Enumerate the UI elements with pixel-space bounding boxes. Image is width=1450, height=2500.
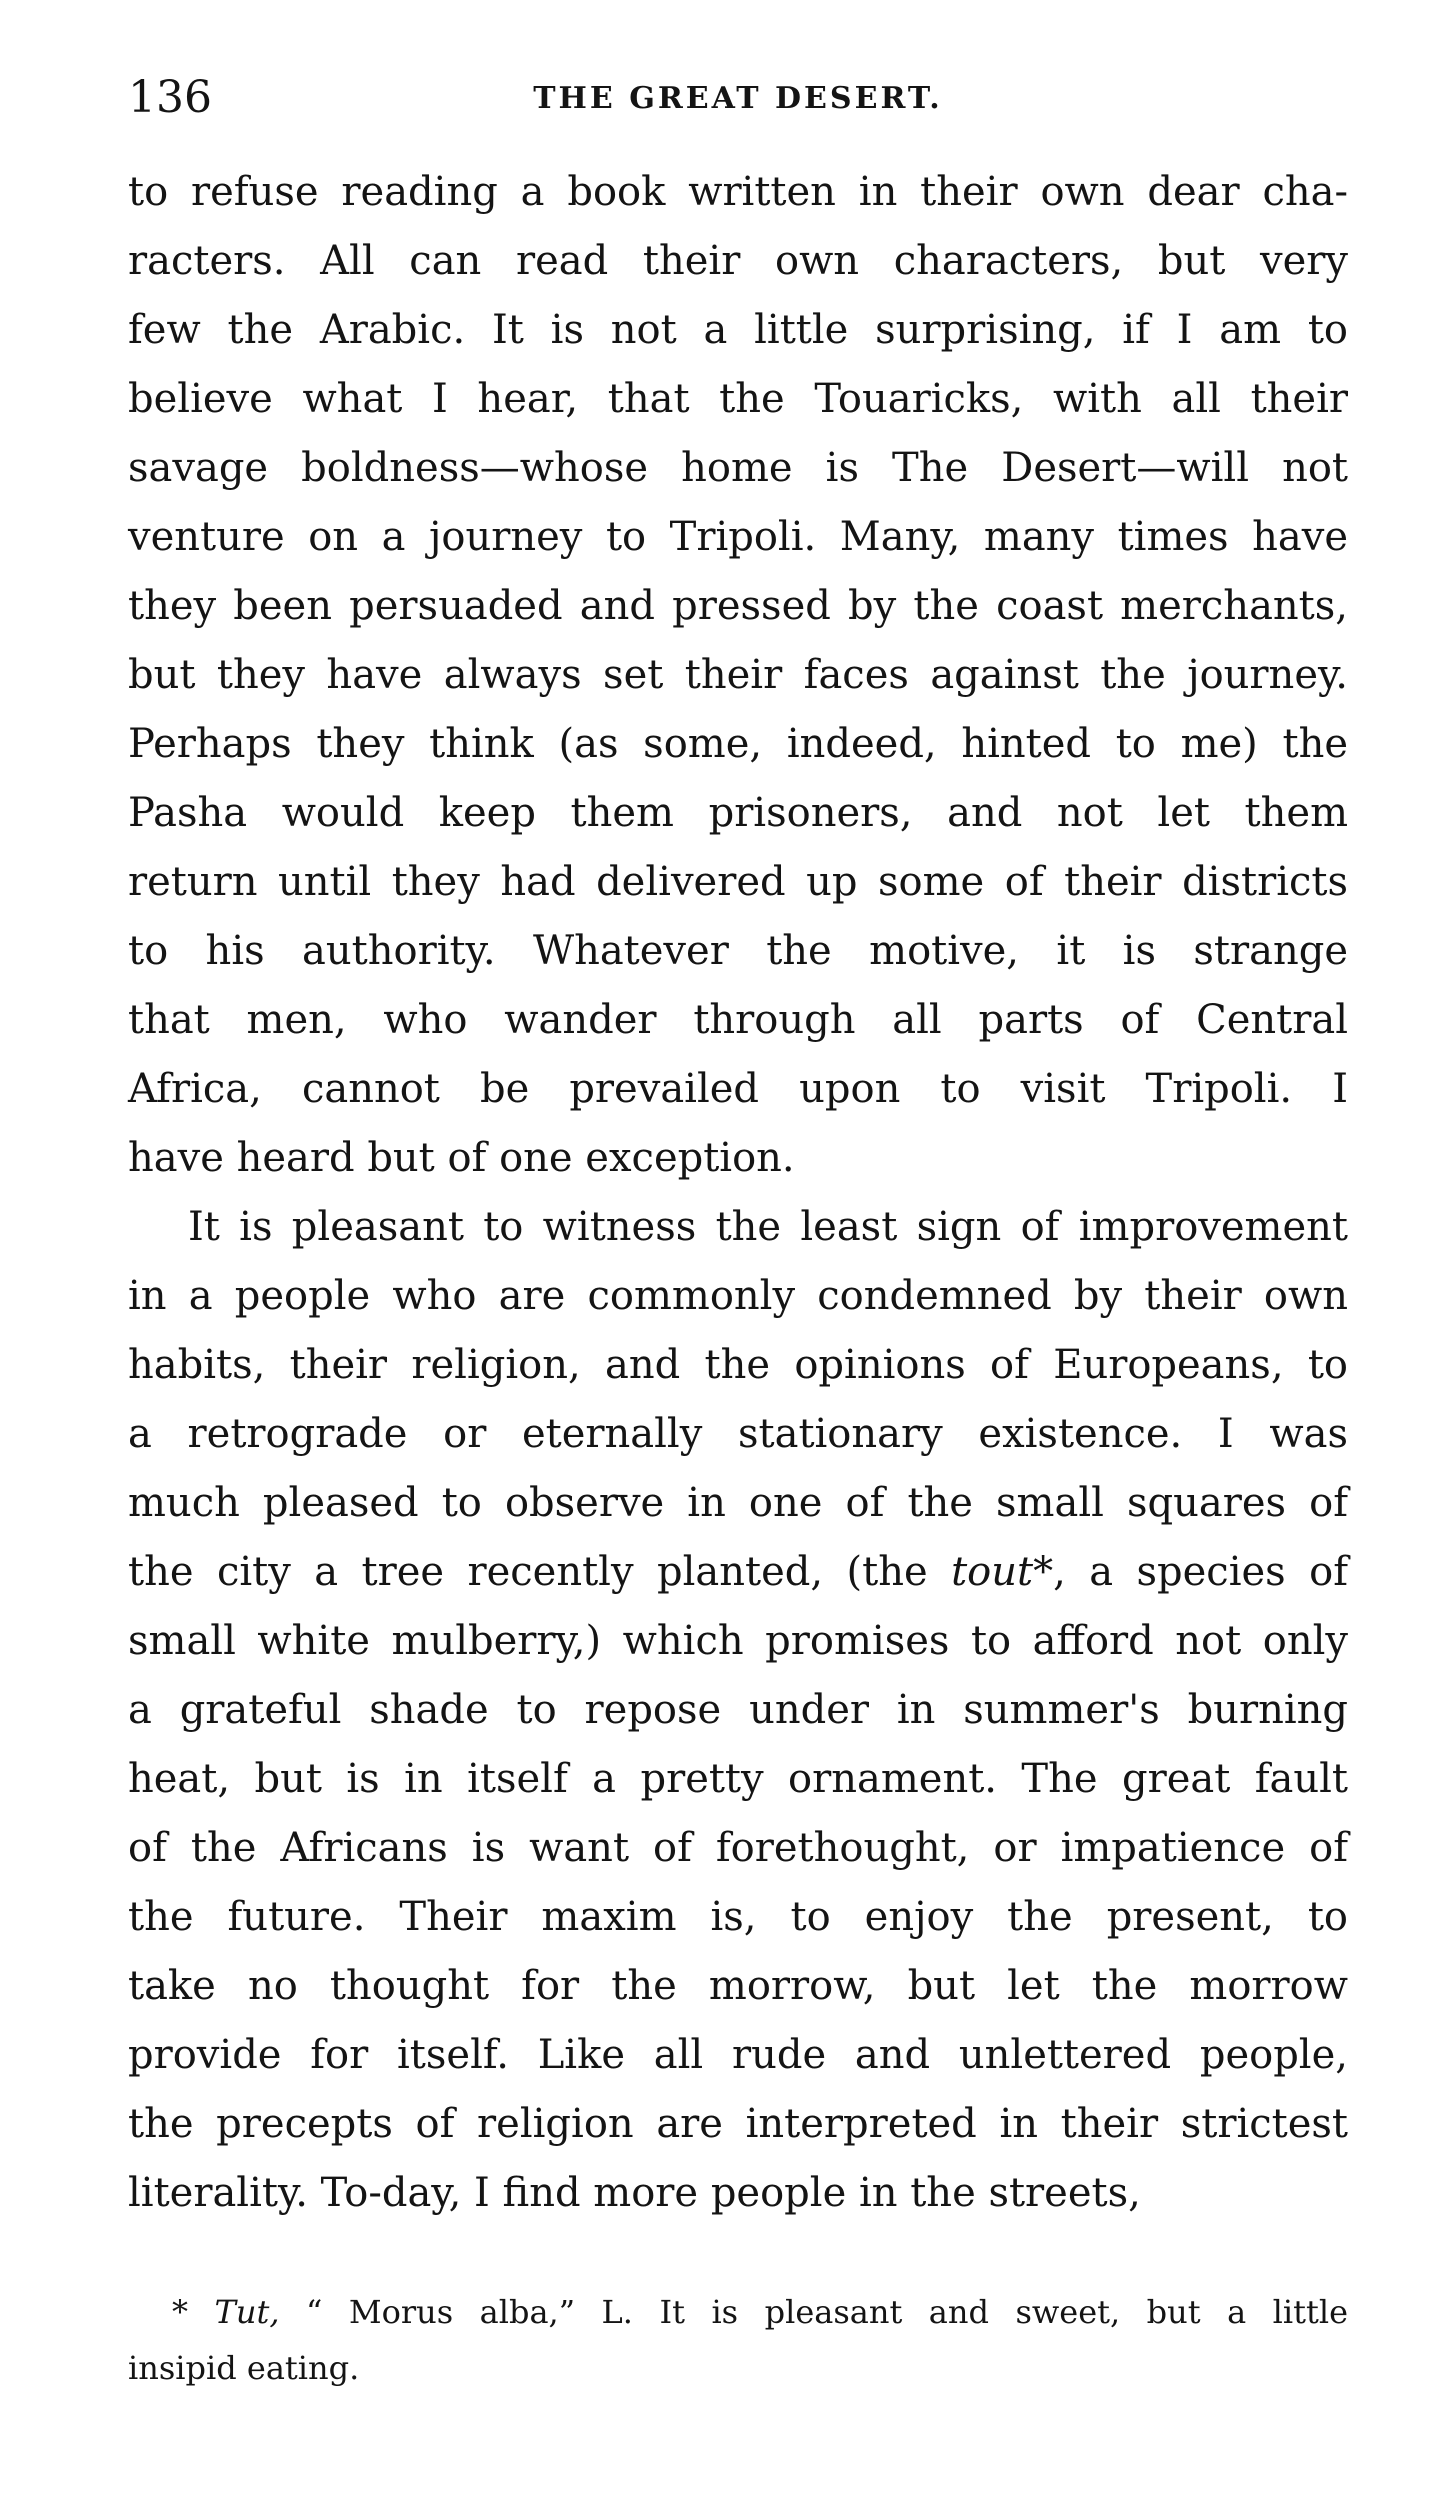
text-line: in a people who are commonly condemned by their own xyxy=(128,1273,1348,1319)
text-line xyxy=(128,1538,1348,1607)
text-line: heat, but is in itself a pretty ornament. The great fault xyxy=(128,1756,1348,1802)
footnote-text-1: “ Morus alba,” L. It is pleasant and sweet, but a little xyxy=(279,2293,1349,2331)
running-title: THE GREAT DESERT. xyxy=(533,81,943,116)
paragraph-1 xyxy=(128,158,1348,1193)
footnote-line-2: insipid eating. xyxy=(128,2349,360,2387)
text-line: to refuse reading a book written in their own dear cha- xyxy=(128,169,1348,215)
body-text xyxy=(128,158,1348,2228)
text-line: habits, their religion, and the opinions of Europeans, to xyxy=(128,1342,1348,1388)
text-line: Perhaps they think (as some, indeed, hinted to me) the xyxy=(128,721,1348,767)
text-line: have heard but of one exception. xyxy=(128,1135,795,1181)
text-line: much pleased to observe in one of the small squares of xyxy=(128,1480,1348,1526)
text-line: a grateful shade to repose under in summer's burning xyxy=(128,1687,1348,1733)
text-segment: *, a species of xyxy=(1033,1549,1349,1595)
text-line: the future. Their maxim is, to enjoy the present, to xyxy=(128,1894,1348,1940)
paragraph-2 xyxy=(128,1193,1348,2228)
text-line: of the Africans is want of forethought, or impatience of xyxy=(128,1825,1348,1871)
text-line: Africa, cannot be prevailed upon to visit Tripoli. I xyxy=(128,1066,1348,1112)
text-line: venture on a journey to Tripoli. Many, many times have xyxy=(128,514,1348,560)
text-line: take no thought for the morrow, but let the morrow xyxy=(128,1963,1348,2009)
text-line: a retrograde or eternally stationary existence. I was xyxy=(128,1411,1348,1457)
text-line: few the Arabic. It is not a little surprising, if I am to xyxy=(128,307,1348,353)
italic-term: tout xyxy=(951,1549,1034,1595)
footnote-term: Tut, xyxy=(214,2293,280,2331)
text-line: racters. All can read their own characters, but very xyxy=(128,238,1348,284)
text-line: believe what I hear, that the Touaricks, with all their xyxy=(128,376,1348,422)
text-line: It is pleasant to witness the least sign of improvement xyxy=(188,1204,1348,1250)
text-line: return until they had delivered up some of their districts xyxy=(128,859,1348,905)
footnote-marker: * xyxy=(172,2293,188,2331)
page-header xyxy=(128,68,1348,128)
page-number: 136 xyxy=(128,72,212,123)
text-segment: the city a tree recently planted, (the xyxy=(128,1549,952,1595)
footnote-line-1 xyxy=(128,2284,1348,2340)
text-line: the precepts of religion are interpreted in their strictest xyxy=(128,2101,1348,2147)
text-line: provide for itself. Like all rude and unlettered people, xyxy=(128,2032,1348,2078)
text-line: savage boldness—whose home is The Desert—will not xyxy=(128,445,1348,491)
footnote xyxy=(128,2284,1348,2396)
text-line: that men, who wander through all parts of Central xyxy=(128,997,1348,1043)
text-line: Pasha would keep them prisoners, and not let them xyxy=(128,790,1348,836)
text-line: to his authority. Whatever the motive, it is strange xyxy=(128,928,1348,974)
text-line: they been persuaded and pressed by the coast merchants, xyxy=(128,583,1348,629)
text-line: but they have always set their faces against the journey. xyxy=(128,652,1348,698)
text-line: literality. To-day, I find more people in the streets, xyxy=(128,2170,1141,2216)
text-line: small white mulberry,) which promises to afford not only xyxy=(128,1618,1348,1664)
